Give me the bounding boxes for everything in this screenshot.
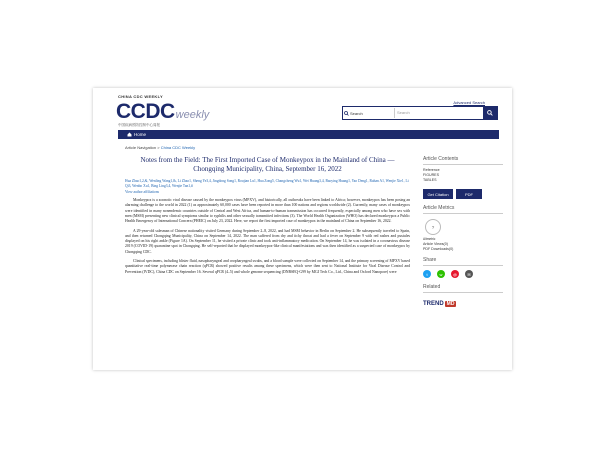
article-paragraph: A 29-year-old salesman of Chinese nationality visited Germany during September 2–8, 2022, and had MSM behavior in Berlin on September 2. He subsequently traveled to Spain, and then returned Chongqing Municipality, China on September 14, 2022. The man suffered from dry and itchy throat and had a fever on September 9 with red rashes and pustules displayed on his right ankle (Figure 1A). On September 11, he visited a private clinic and took anti-inflammatory medication. On September 14, he was isolated in a coronavirus disease 2019 (COVID-19) quarantine spot in Chongqing. He self-reported that he displayed monkeypox-like clinical manifestations and was then identified as a suspected case of monkeypox by Chongqing CDC. <box>125 228 410 254</box>
altmetric-badge[interactable]: ? <box>425 219 441 235</box>
share-buttons <box>423 270 503 278</box>
pdf-downloads-count: PDF Downloads(0) <box>423 247 454 251</box>
article-page <box>93 88 512 370</box>
email-icon[interactable]: ✉ <box>465 270 473 278</box>
action-buttons <box>423 189 503 199</box>
article-body <box>125 153 410 275</box>
brand-label: CHINA CDC WEEKLY <box>118 94 163 99</box>
site-logo[interactable] <box>116 100 209 122</box>
advanced-search-link[interactable]: Advanced Search <box>453 100 485 105</box>
sidebar-item-reference[interactable]: Reference <box>423 168 440 172</box>
article-metrics-heading: Article Metrics <box>423 205 503 214</box>
article-paragraph: Monkeypox is a zoonotic viral disease caused by the monkeypox virus (MPXV), and historically, all outbreaks have been linked to Africa; however, monkeypox has been posing an alarming challenge to the world in 2022 (1) as approximately 60,000 cases have been reported in more than 100 nations and regions worldwide (2). Currently, many cases of monkeypox were identified in many nonendemic countries outside of Central and West Africa, and human-to-human transmission has occurred frequently, especially among men who have sex with men (MSM) presenting new clinical symptoms similar to syphilis and other sexually transmitted infections (3). The World Health Organization (WHO) has declared monkeypox a Public Health Emergency of International Concern (PHEIC) on July 23, 2022. Here, we report the first imported case of monkeypox in the mainland of China on September 16, 2022. <box>125 198 410 224</box>
search-scope-select[interactable]: Search <box>350 110 363 116</box>
home-icon[interactable] <box>126 130 133 139</box>
breadcrumb-label: Article Navigation > <box>125 145 160 150</box>
search-button[interactable] <box>483 107 497 119</box>
search-scope-icon <box>343 107 350 119</box>
related-heading: Related <box>423 284 503 293</box>
wechat-icon[interactable]: w <box>437 270 445 278</box>
logo-main-text: CCDC <box>116 100 175 123</box>
sidebar-item-figures[interactable]: FIGURES <box>423 173 439 177</box>
sidebar-item-tables[interactable]: TABLES <box>423 178 437 182</box>
author-list[interactable]: Hua Zhao1,2,&, Wenling Wang1,&, Li Zhao1, Sheng Ye3,4, Jingdong Song1, Roujian Lu1, Hua Zong5, Changcheng Wu1, Wei Huang3,4, Baoying Huang1, Yao Deng1, Ruhan A1, Wenjie Xie1, Li Qi3, Wenbo Xu1, Bing Ling3,4, Wenjie Tan1,# <box>125 179 409 189</box>
logo-chinese-text: 中国疾病预防控制中心周报 <box>118 123 160 127</box>
breadcrumb <box>125 145 195 150</box>
twitter-icon[interactable]: t <box>423 270 431 278</box>
article-paragraph: Clinical specimens, including blister fluid, nasopharyngeal and oropharyngeal swabs, and a blood sample were collected on September 14, and the primary screening of MPXV based quantitative real-time polymerase chain reaction (qPCR) showed positive results among these specimens, which were then sent to National Institute for Viral Disease Control and Prevention (IVDC), China CDC on September 16. Several qPCR (4–5) and whole genome sequencing (DNBSEQ-G99 by MGI Tech Co., Ltd., China and Oxford Nanopore) were <box>125 259 410 274</box>
trendmd-logo[interactable] <box>423 301 503 307</box>
search-input[interactable]: Search <box>394 108 483 118</box>
search-bar <box>342 106 498 120</box>
trendmd-brand: TREND <box>423 301 444 307</box>
weibo-icon[interactable]: @ <box>452 271 458 277</box>
logo-sub-text: weekly <box>175 109 210 121</box>
article-views-count: Article Views(0) <box>423 242 448 246</box>
search-icon <box>487 110 493 116</box>
altmetric-label: Altmetric <box>423 237 436 241</box>
pdf-button[interactable]: PDF <box>456 189 482 199</box>
article-sidebar <box>423 156 503 307</box>
get-citation-button[interactable]: Get Citation <box>423 189 453 199</box>
trendmd-md: MD <box>446 301 455 307</box>
nav-home-link[interactable]: Home <box>134 132 147 137</box>
view-affiliations-link[interactable]: View author affiliations <box>125 190 160 195</box>
article-contents-heading: Article Contents <box>423 156 503 165</box>
breadcrumb-journal-link[interactable]: China CDC Weekly <box>160 145 196 150</box>
article-title: Notes from the Field: The First Imported Case of Monkeypox in the Mainland of China — Chongqing Municipality, China, September 16, 2022 <box>140 156 395 173</box>
share-heading: Share <box>423 257 503 266</box>
main-nav <box>118 130 499 139</box>
